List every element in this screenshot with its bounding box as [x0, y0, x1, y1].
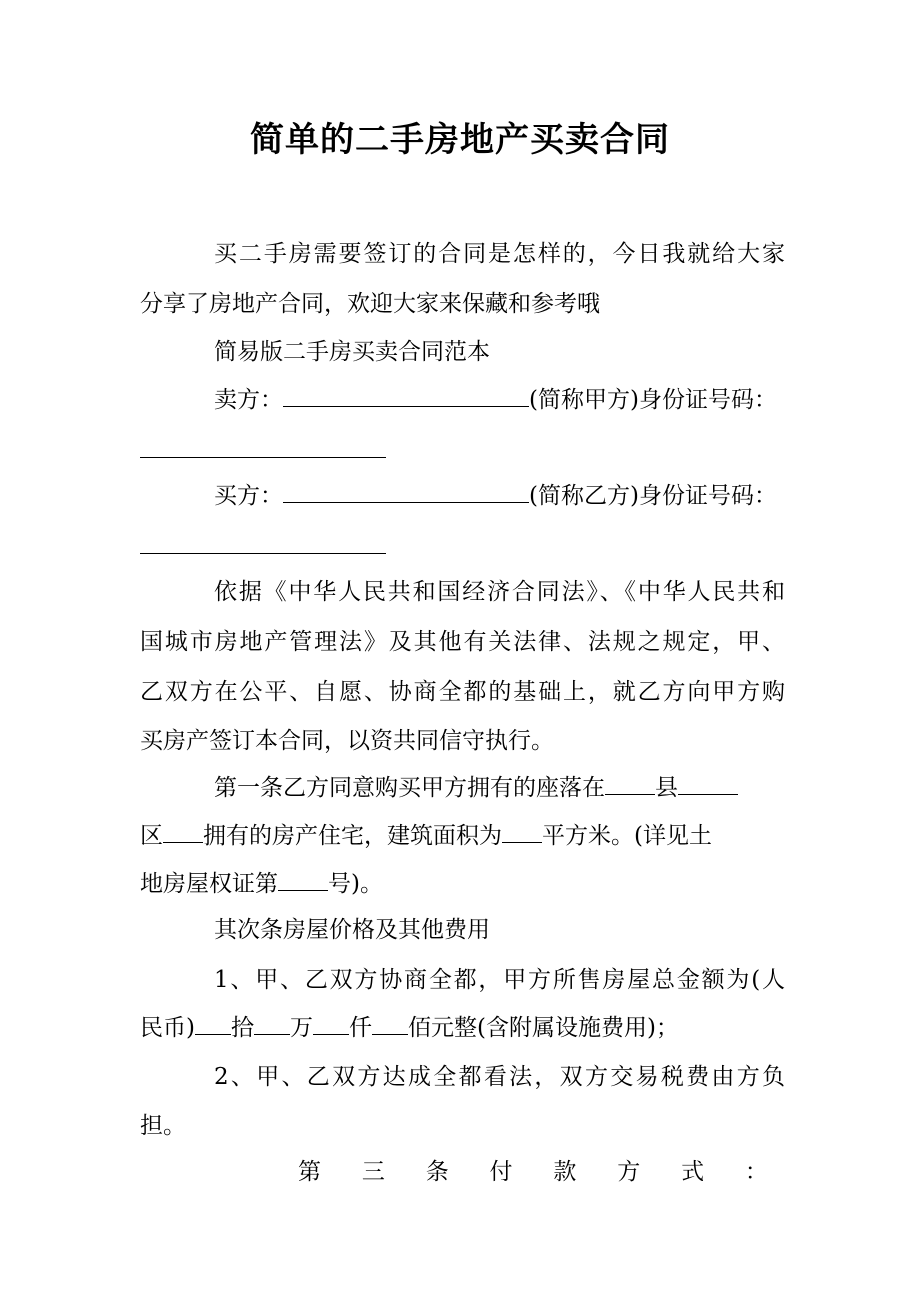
county-blank [605, 774, 655, 795]
tens-label: 拾 [230, 1015, 254, 1041]
certificate-suffix: 号)。 [328, 871, 383, 897]
basis-line-2: 国城市房地产管理法》及其他有关法律、法规之规定，甲、 [140, 629, 785, 655]
tens-blank [195, 1014, 231, 1035]
article2-item1-line-1: 1、甲、乙双方协商全都，甲方所售房屋总金额为(人 [214, 967, 785, 993]
district-label: 区 [140, 823, 163, 849]
seller-name-blank [283, 386, 529, 407]
article1-text: 第一条乙方同意购买甲方拥有的座落在 [214, 775, 605, 801]
seller-label: 卖方： [214, 387, 283, 413]
area-blank [502, 822, 542, 843]
seller-suffix: (简称甲方)身份证号码： [529, 387, 777, 413]
article3-char: 式 [681, 1159, 705, 1185]
article2-heading: 其次条房屋价格及其他费用 [214, 917, 490, 943]
article3-char: 三 [361, 1159, 385, 1185]
intro-line-1: 买二手房需要签订的合同是怎样的，今日我就给大家 [214, 241, 785, 267]
basis-line-4: 买房产签订本合同，以资共同信守执行。 [140, 728, 554, 754]
hundreds-blank [372, 1014, 408, 1035]
article2-item2-line-2: 担。 [140, 1113, 186, 1139]
buyer-suffix: (简称乙方)身份证号码： [529, 483, 777, 509]
article3-char: 款 [553, 1159, 577, 1185]
hundreds-text: 佰元整(含附属设施费用)； [407, 1015, 679, 1041]
buyer-id-blank [140, 553, 386, 554]
buyer-line [214, 480, 785, 512]
page-title: 简单的二手房地产买卖合同 [250, 120, 670, 160]
wan-blank [254, 1014, 290, 1035]
buyer-label: 买方： [214, 483, 283, 509]
article2-item2-line-1: 2、甲、乙双方达成全都看法，双方交易税费由方负 [214, 1064, 785, 1090]
article3-char: 条 [425, 1159, 449, 1185]
thousands-label: 仟 [348, 1015, 372, 1041]
wan-label: 万 [289, 1015, 313, 1041]
buyer-name-blank [283, 482, 529, 503]
basis-line-3: 乙双方在公平、自愿、协商全都的基础上，就乙方向甲方购 [140, 679, 785, 705]
currency-text: 民币) [140, 1015, 195, 1041]
district-blank [163, 822, 203, 843]
seller-line [214, 384, 785, 416]
county-blank-2 [678, 774, 738, 795]
basis-line-1: 依据《中华人民共和国经济合同法》、《中华人民共和 [214, 579, 785, 605]
area-unit: 平方米。(详见土 [542, 823, 712, 849]
article3-char: 付 [489, 1159, 513, 1185]
intro-line-2: 分享了房地产合同，欢迎大家来保藏和参考哦 [140, 291, 600, 317]
article1-line-2 [140, 820, 785, 852]
article3-char: 第 [298, 1159, 321, 1185]
thousands-blank [313, 1014, 349, 1035]
article3-char: ： [744, 1159, 768, 1185]
sample-title: 简易版二手房买卖合同范本 [214, 339, 490, 365]
article1-line-3 [140, 868, 785, 900]
certificate-blank [278, 870, 328, 891]
area-text: 拥有的房产住宅，建筑面积为 [203, 823, 502, 849]
certificate-text: 地房屋权证第 [140, 871, 278, 897]
article1-line-1 [214, 772, 785, 804]
article3-heading [298, 1156, 768, 1188]
county-label: 县 [655, 775, 678, 801]
article2-item1-line-2 [140, 1012, 785, 1044]
seller-id-blank [140, 457, 386, 458]
article3-char: 方 [617, 1159, 641, 1185]
